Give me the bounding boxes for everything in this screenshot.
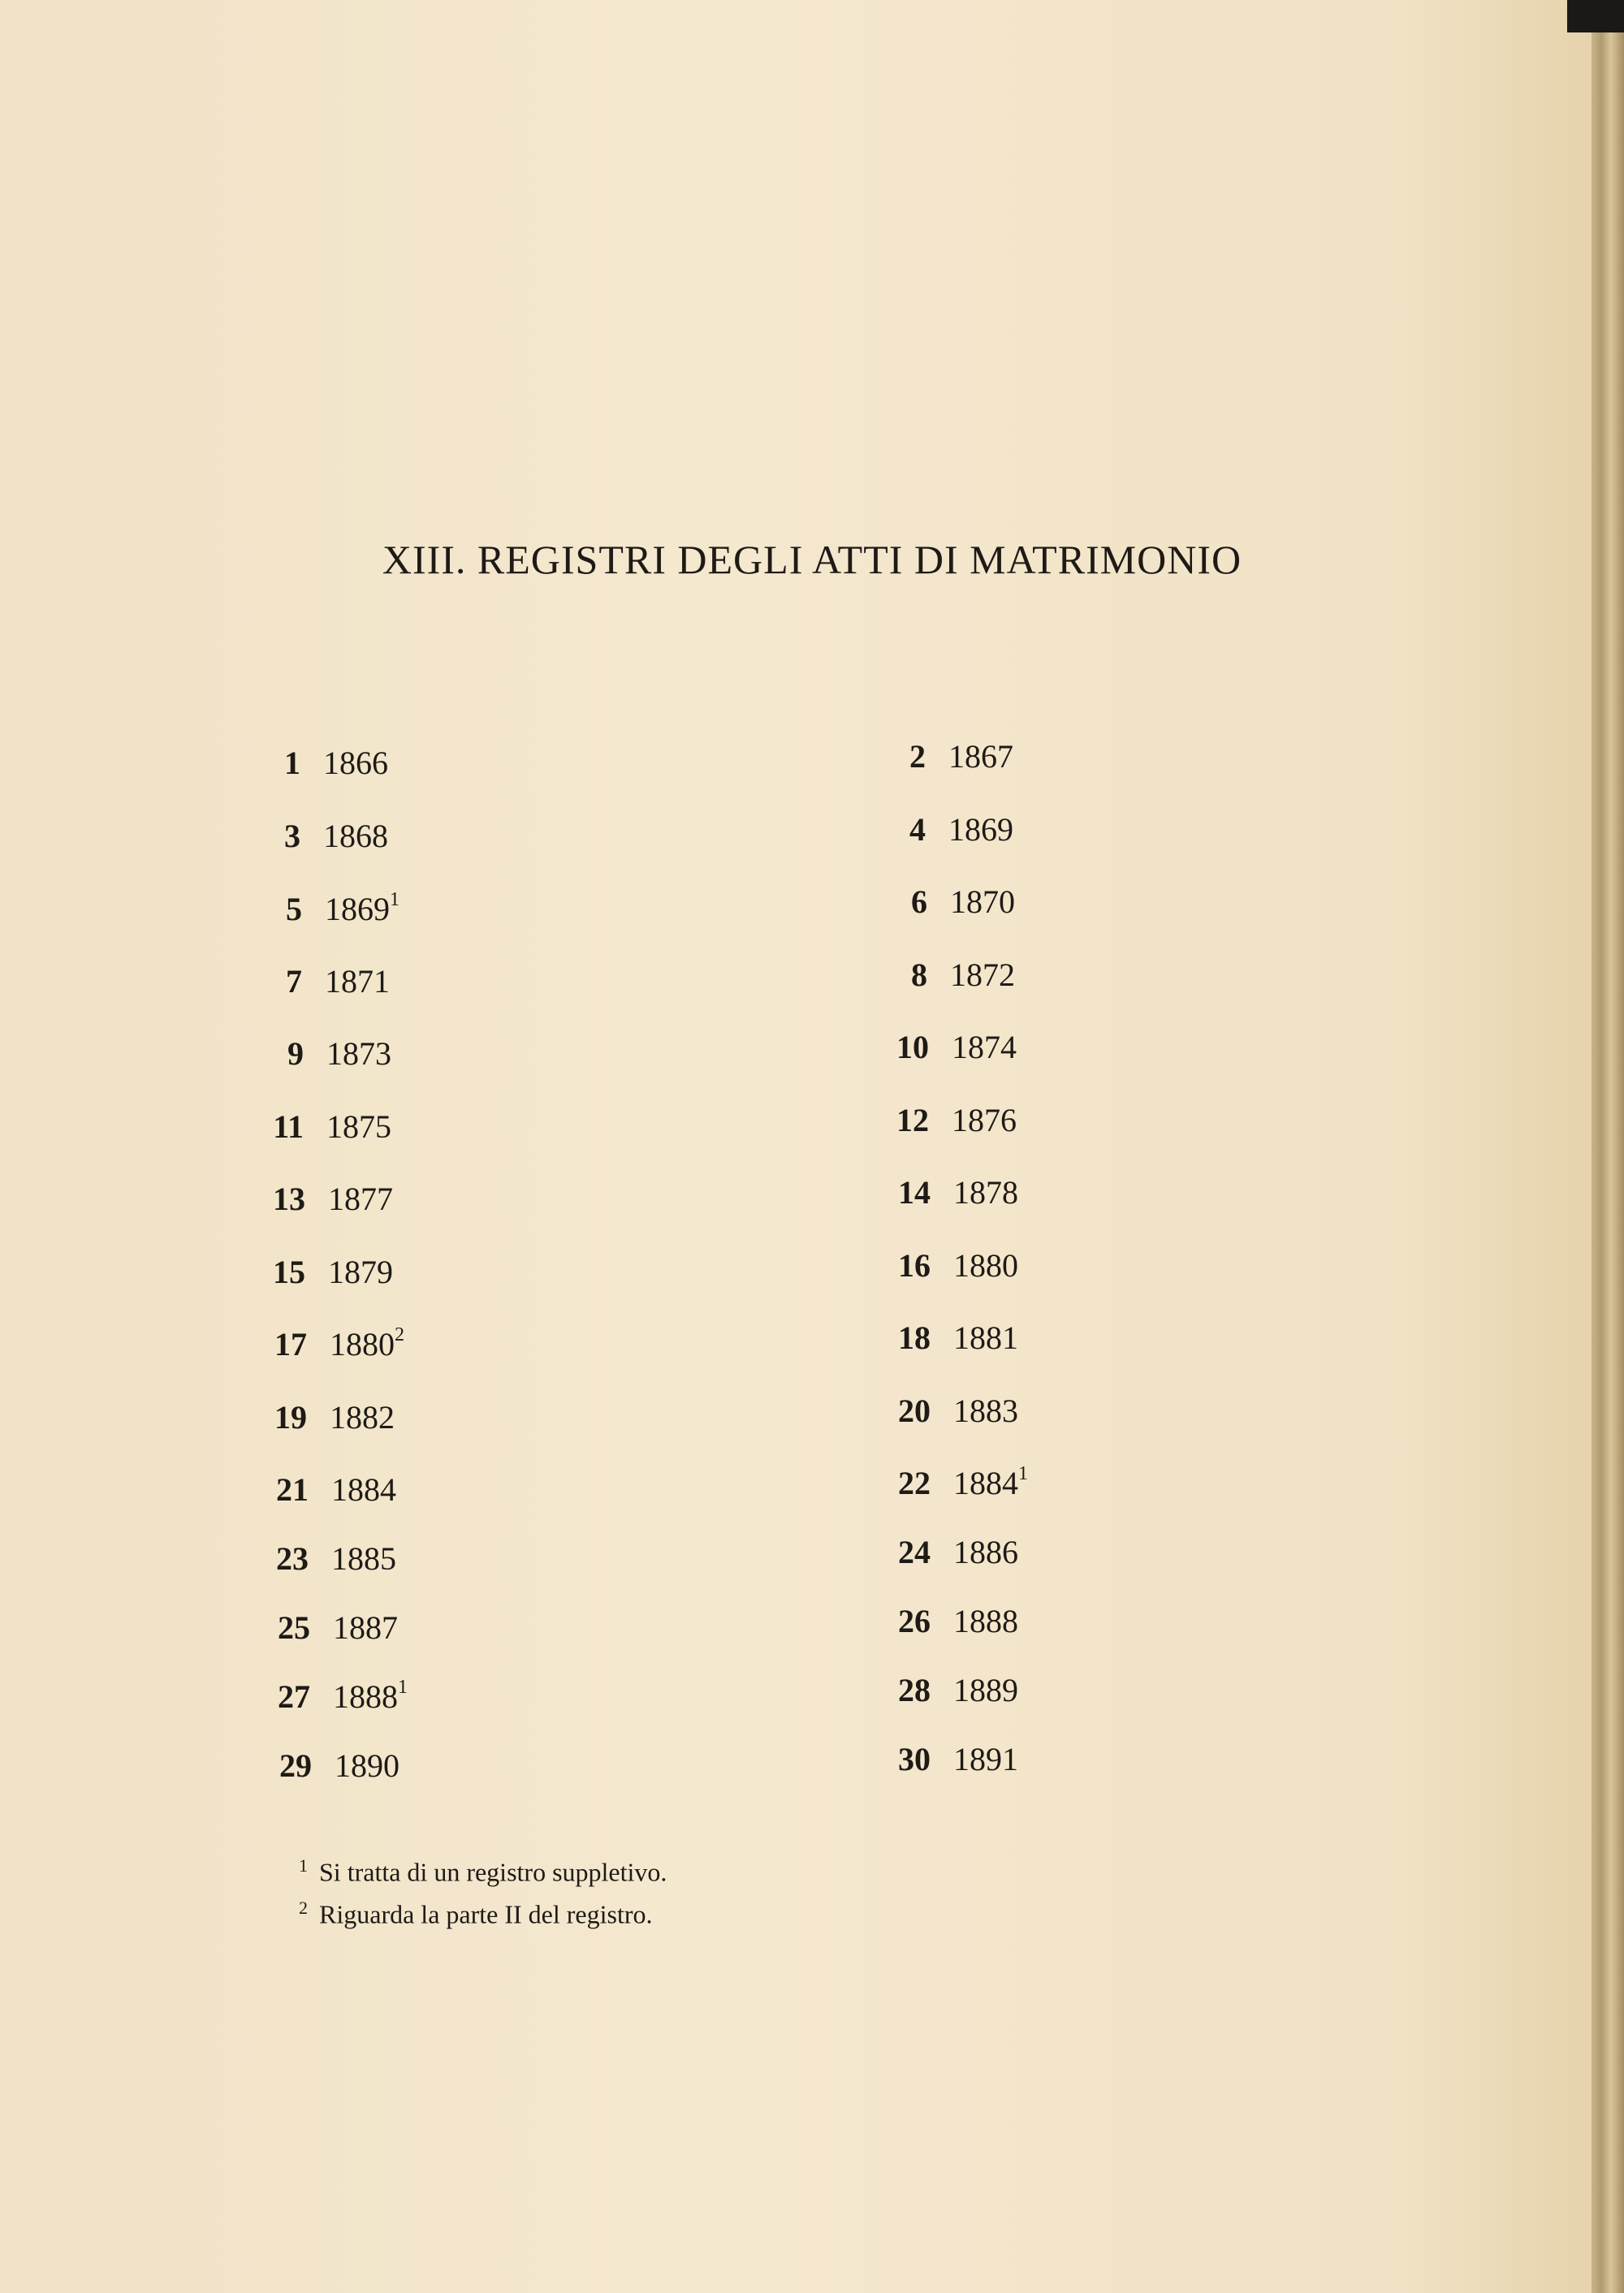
register-year: 1888 — [953, 1603, 1018, 1639]
register-year: 1887 — [333, 1609, 398, 1646]
register-year: 1873 — [326, 1035, 391, 1072]
footnote-ref: 1 — [398, 1676, 408, 1698]
register-year: 1888 — [333, 1678, 398, 1715]
register-number: 17 — [274, 1326, 307, 1362]
register-number: 14 — [898, 1174, 931, 1211]
register-number: 20 — [898, 1393, 931, 1429]
page-title: XIII. REGISTRI DEGLI ATTI DI MATRIMONIO — [382, 537, 1242, 582]
register-number: 23 — [276, 1540, 309, 1577]
register-year: 1889 — [953, 1672, 1018, 1708]
register-entry — [866, 1246, 1018, 1285]
register-entry — [862, 956, 1015, 994]
register-number: 24 — [898, 1534, 931, 1570]
register-entry — [866, 1319, 1018, 1357]
footnotes — [299, 1848, 667, 1932]
register-year: 1879 — [328, 1254, 393, 1290]
register-year: 1885 — [331, 1540, 396, 1577]
register-year: 1886 — [953, 1534, 1018, 1570]
register-number: 8 — [911, 956, 927, 993]
footnote-text: Riguarda la parte II del registro. — [319, 1899, 653, 1929]
register-year: 1869 — [325, 891, 390, 927]
register-entry — [866, 1173, 1018, 1211]
footnote — [299, 1890, 667, 1932]
register-number: 25 — [278, 1609, 310, 1646]
register-entry — [240, 1180, 393, 1218]
register-number: 30 — [898, 1741, 931, 1777]
register-entry — [245, 1609, 398, 1647]
register-year: 1884 — [953, 1465, 1018, 1501]
register-year: 1890 — [335, 1747, 400, 1784]
register-entry — [861, 810, 1013, 849]
footnote-ref: 2 — [395, 1324, 404, 1345]
register-entry — [866, 1533, 1018, 1571]
register-number: 16 — [898, 1247, 931, 1284]
register-year: 1877 — [328, 1181, 393, 1217]
footnote-ref: 1 — [390, 888, 400, 910]
register-number: 9 — [287, 1035, 304, 1072]
register-number: 29 — [279, 1747, 312, 1784]
register-entry — [239, 1108, 391, 1146]
register-year: 1891 — [953, 1741, 1018, 1777]
register-entry — [235, 817, 388, 855]
register-number: 19 — [274, 1399, 307, 1436]
register-year: 1881 — [953, 1319, 1018, 1356]
register-year: 1876 — [952, 1102, 1017, 1138]
register-entry — [866, 1464, 1028, 1502]
register-entry — [237, 962, 390, 1000]
register-entry — [244, 1470, 396, 1509]
footnote-text: Si tratta di un registro suppletivo. — [319, 1857, 667, 1887]
register-entry — [235, 744, 388, 782]
register-year: 1872 — [950, 956, 1015, 993]
register-year: 1869 — [948, 811, 1013, 848]
register-number: 15 — [273, 1254, 305, 1290]
footnote-mark: 2 — [299, 1897, 308, 1918]
register-year: 1867 — [948, 738, 1013, 775]
register-entry — [239, 1034, 391, 1073]
register-entry — [866, 1392, 1018, 1430]
register-year: 1875 — [326, 1108, 391, 1145]
register-entry — [242, 1325, 404, 1363]
register-year: 1870 — [950, 883, 1015, 920]
register-number: 5 — [286, 891, 302, 927]
register-number: 6 — [911, 883, 927, 920]
register-number: 18 — [898, 1319, 931, 1356]
register-number: 7 — [286, 963, 302, 1000]
register-entry — [237, 890, 400, 928]
register-entry — [242, 1398, 395, 1436]
register-number: 3 — [284, 818, 300, 854]
register-year: 1874 — [952, 1029, 1017, 1065]
register-entry — [864, 1028, 1017, 1066]
register-number: 4 — [909, 811, 926, 848]
register-number: 1 — [284, 745, 300, 781]
register-year: 1884 — [331, 1471, 396, 1508]
register-number: 21 — [276, 1471, 309, 1508]
register-entry — [866, 1740, 1018, 1778]
page-corner-shadow — [1567, 0, 1624, 32]
register-year: 1868 — [323, 818, 388, 854]
register-year: 1871 — [325, 963, 390, 1000]
page-edge — [1592, 0, 1624, 2293]
register-entry — [864, 1101, 1017, 1139]
register-entry — [862, 883, 1015, 921]
register-year: 1882 — [330, 1399, 395, 1436]
register-year: 1866 — [323, 745, 388, 781]
register-number: 28 — [898, 1672, 931, 1708]
register-year: 1880 — [330, 1326, 395, 1362]
register-number: 13 — [273, 1181, 305, 1217]
register-year: 1878 — [953, 1174, 1018, 1211]
register-number: 26 — [898, 1603, 931, 1639]
register-year: 1883 — [953, 1393, 1018, 1429]
register-entry — [866, 1602, 1018, 1640]
footnote — [299, 1848, 667, 1890]
register-number: 22 — [898, 1465, 931, 1501]
register-entry — [247, 1747, 400, 1785]
register-number: 10 — [896, 1029, 929, 1065]
footnote-mark: 1 — [299, 1855, 308, 1876]
register-entry — [244, 1539, 396, 1578]
register-number: 2 — [909, 738, 926, 775]
register-number: 27 — [278, 1678, 310, 1715]
footnote-ref: 1 — [1018, 1462, 1028, 1484]
register-entry — [861, 737, 1013, 775]
register-entry — [245, 1678, 408, 1716]
register-year: 1880 — [953, 1247, 1018, 1284]
register-number: 12 — [896, 1102, 929, 1138]
register-entry — [240, 1253, 393, 1291]
register-number: 11 — [273, 1108, 304, 1145]
register-entry — [866, 1671, 1018, 1709]
